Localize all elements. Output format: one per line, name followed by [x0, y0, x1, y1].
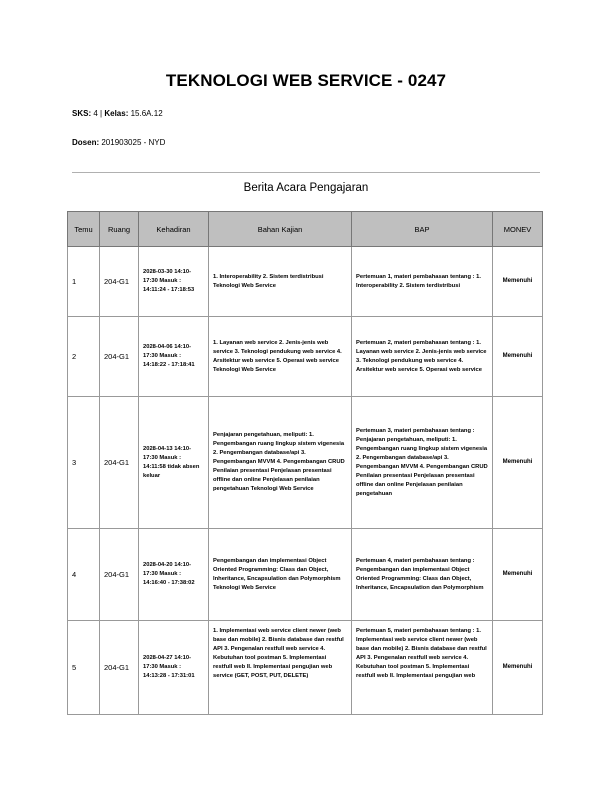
cell-monev: Memenuhi: [493, 317, 543, 397]
cell-bahan-kajian-text: 1. Implementasi web service client newer (web base dan mobile) 2. Bisnis database dan restful API 3. Pengenalan restfull web service 4. Kebutuhan tool postman 5. Implementasi restfull web II. Implementasi pengujian web service (GET, POST, PUT, DELETE): [213, 628, 344, 679]
cell-ruang: 204-G1: [100, 621, 139, 715]
dosen-label: Dosen:: [72, 138, 100, 147]
cell-kehadiran: 2028-04-20 14:10-17:30 Masuk : 14:16:40 - 17:38:02: [139, 529, 209, 621]
header-monev: MONEV: [493, 212, 543, 247]
cell-temu: 4: [68, 529, 100, 621]
kelas-value: 15.6A.12: [130, 109, 163, 118]
cell-ruang: 204-G1: [100, 397, 139, 529]
course-meta-sks-kelas: [72, 109, 163, 118]
cell-kehadiran: 2028-03-30 14:10-17:30 Masuk : 14:11:24 - 17:18:53: [139, 247, 209, 317]
cell-bahan-kajian: Pengembangan dan implementasi Object Oriented Programming: Class dan Object, Inheritance, Encapsulation dan Polymorphism Teknologi Web Service: [209, 529, 352, 621]
table-row: [68, 317, 543, 397]
cell-bahan-kajian: [209, 621, 352, 715]
cell-temu: 5: [68, 621, 100, 715]
cell-bahan-kajian: 1. Layanan web service 2. Jenis-jenis web service 3. Teknologi pendukung web service 4. Arsitektur web service 5. Operasi web service Teknologi Web Service: [209, 317, 352, 397]
header-ruang: Ruang: [100, 212, 139, 247]
course-title: TEKNOLOGI WEB SERVICE - 0247: [165, 71, 447, 90]
header-bap: BAP: [352, 212, 493, 247]
table-row: [68, 247, 543, 317]
cell-kehadiran: 2028-04-06 14:10-17:30 Masuk : 14:18:22 - 17:18:41: [139, 317, 209, 397]
dosen-value: 201903025 - NYD: [101, 138, 166, 147]
cell-bap: Pertemuan 4, materi pembahasan tentang : Pengembangan dan implementasi Object Oriented Programming: Class dan Object, Inheritance, Encapsulation dan Polymorphism: [352, 529, 493, 621]
table-row: [68, 529, 543, 621]
cell-monev: Memenuhi: [493, 397, 543, 529]
cell-bahan-kajian: 1. Interoperability 2. Sistem terdistribusi Teknologi Web Service: [209, 247, 352, 317]
table-header-row: [68, 212, 543, 247]
section-title: Berita Acara Pengajaran: [243, 182, 369, 194]
sks-label: SKS:: [72, 109, 92, 118]
cell-ruang: 204-G1: [100, 529, 139, 621]
cell-monev: Memenuhi: [493, 621, 543, 715]
cell-bap: [352, 621, 493, 715]
divider: [72, 172, 540, 173]
table-row: [68, 397, 543, 529]
table-row: [68, 621, 543, 715]
header-kehadiran: Kehadiran: [139, 212, 209, 247]
course-meta-dosen: [72, 138, 165, 147]
cell-temu: 2: [68, 317, 100, 397]
cell-kehadiran: 2028-04-27 14:10-17:30 Masuk : 14:13:28 - 17:31:01: [139, 621, 209, 715]
kelas-label: Kelas:: [104, 109, 129, 118]
cell-bahan-kajian: Penjajaran pengetahuan, meliputi: 1. Pengembangan ruang lingkup sistem vigenesia 2. Pengembangan database/api 3. Pengembangan MVVM 4. Pengembangan CRUD Penilaian presentasi Penjelasan presentasi offline dan online Penjelasan penilaian pengetahuan Teknologi Web Service: [209, 397, 352, 529]
sks-value: 4: [93, 109, 98, 118]
cell-temu: 3: [68, 397, 100, 529]
cell-ruang: 204-G1: [100, 247, 139, 317]
cell-bap: Pertemuan 1, materi pembahasan tentang : 1. Interoperability 2. Sistem terdistribusi: [352, 247, 493, 317]
cell-ruang: 204-G1: [100, 317, 139, 397]
cell-temu: 1: [68, 247, 100, 317]
teaching-record-table: [67, 211, 543, 715]
cell-bap-text: Pertemuan 5, materi pembahasan tentang : 1. Implementasi web service client newer (web base dan mobile) 2. Bisnis database dan restful API 3. Pengenalan restfull web service 4. Kebutuhan tool postman 5. Implementasi restfull web II. Implementasi pengujian web: [356, 628, 487, 679]
cell-monev: Memenuhi: [493, 529, 543, 621]
cell-kehadiran: 2028-04-13 14:10-17:30 Masuk : 14:11:58 tidak absen keluar: [139, 397, 209, 529]
cell-monev: Memenuhi: [493, 247, 543, 317]
cell-bap: Pertemuan 2, materi pembahasan tentang : 1. Layanan web service 2. Jenis-jenis web service 3. Teknologi pendukung web service 4. Arsitektur web service 5. Operasi web service: [352, 317, 493, 397]
cell-bap: Pertemuan 3, materi pembahasan tentang : Penjajaran pengetahuan, meliputi: 1. Pengembangan ruang lingkup sistem vigenesia 2. Pengembangan database/api 3. Pengembangan MVVM 4. Pengembangan CRUD Penilaian presentasi Penjelasan presentasi offline dan online Penjelasan penilaian pengetahuan: [352, 397, 493, 529]
header-bahan-kajian: Bahan Kajian: [209, 212, 352, 247]
meta-separator: |: [100, 109, 103, 118]
header-temu: Temu: [68, 212, 100, 247]
